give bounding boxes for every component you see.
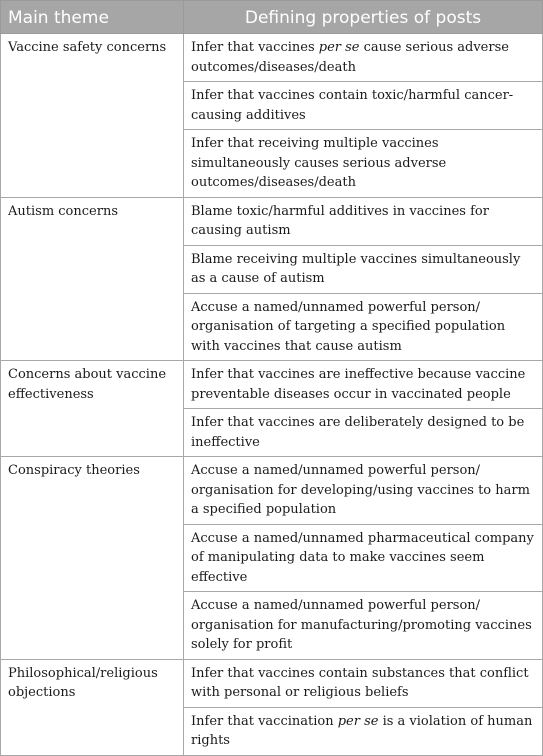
property-cell (184, 34, 543, 82)
property-cell (184, 245, 543, 293)
property-cell (184, 409, 543, 457)
property-text: Blame toxic/harmful additives in vaccines for causing autism (191, 203, 489, 238)
property-cell (184, 130, 543, 198)
property-text: Accuse a named/unnamed powerful person/ organisation for developing/using vaccines to harm a specified population (191, 463, 530, 517)
table-body (1, 34, 543, 756)
property-cell (184, 82, 543, 130)
property-emphasis: per se (337, 713, 379, 729)
property-text: Infer that vaccines contain substances that conflict with personal or religious beliefs (191, 665, 529, 700)
property-text: Infer that vaccines are ineffective because vaccine preventable diseases occur in vaccinated people (191, 367, 526, 402)
theme-cell: Philosophical/religious objections (1, 659, 184, 755)
property-text: Accuse a named/unnamed powerful person/ organisation for manufacturing/promoting vaccines solely for profit (191, 598, 532, 652)
theme-cell: Concerns about vaccine effectiveness (1, 361, 184, 457)
property-cell (184, 524, 543, 592)
header-main-theme: Main theme (1, 1, 184, 34)
theme-cell: Vaccine safety concerns (1, 34, 184, 198)
property-cell (184, 457, 543, 525)
header-defining-properties: Defining properties of posts (184, 1, 543, 34)
property-cell (184, 361, 543, 409)
property-text: Accuse a named/unnamed pharmaceutical company of manipulating data to make vaccines seem effective (191, 530, 534, 585)
property-emphasis: per se (318, 40, 360, 55)
property-text: Infer that receiving multiple vaccines simultaneously causes serious adverse outcomes/diseases/death (191, 136, 447, 190)
header-row (1, 1, 543, 34)
property-text: Infer that vaccines are deliberately designed to be ineffective (191, 415, 525, 450)
property-text: Accuse a named/unnamed powerful person/ organisation of targeting a specified population with vaccines that cause autism (191, 299, 506, 354)
table-row (1, 34, 543, 82)
table-row (1, 659, 543, 707)
table-row (1, 197, 543, 245)
property-text-cont: cause serious adverse outcomes/diseases/death (191, 40, 509, 75)
table-row (1, 361, 543, 409)
property-cell (184, 197, 543, 245)
theme-cell: Autism concerns (1, 197, 184, 361)
property-text: Infer that vaccines contain toxic/harmful cancer-causing additives (191, 88, 514, 123)
property-cell (184, 592, 543, 660)
property-cell (184, 293, 543, 361)
property-text-cont: is a violation of human rights (191, 713, 533, 748)
property-text: Infer that vaccination (191, 713, 338, 729)
property-cell (184, 659, 543, 707)
property-cell (184, 707, 543, 755)
table-row (1, 457, 543, 525)
property-text: Infer that vaccines (191, 40, 319, 55)
property-text: Blame receiving multiple vaccines simultaneously as a cause of autism (191, 251, 521, 286)
theme-cell: Conspiracy theories (1, 457, 184, 660)
